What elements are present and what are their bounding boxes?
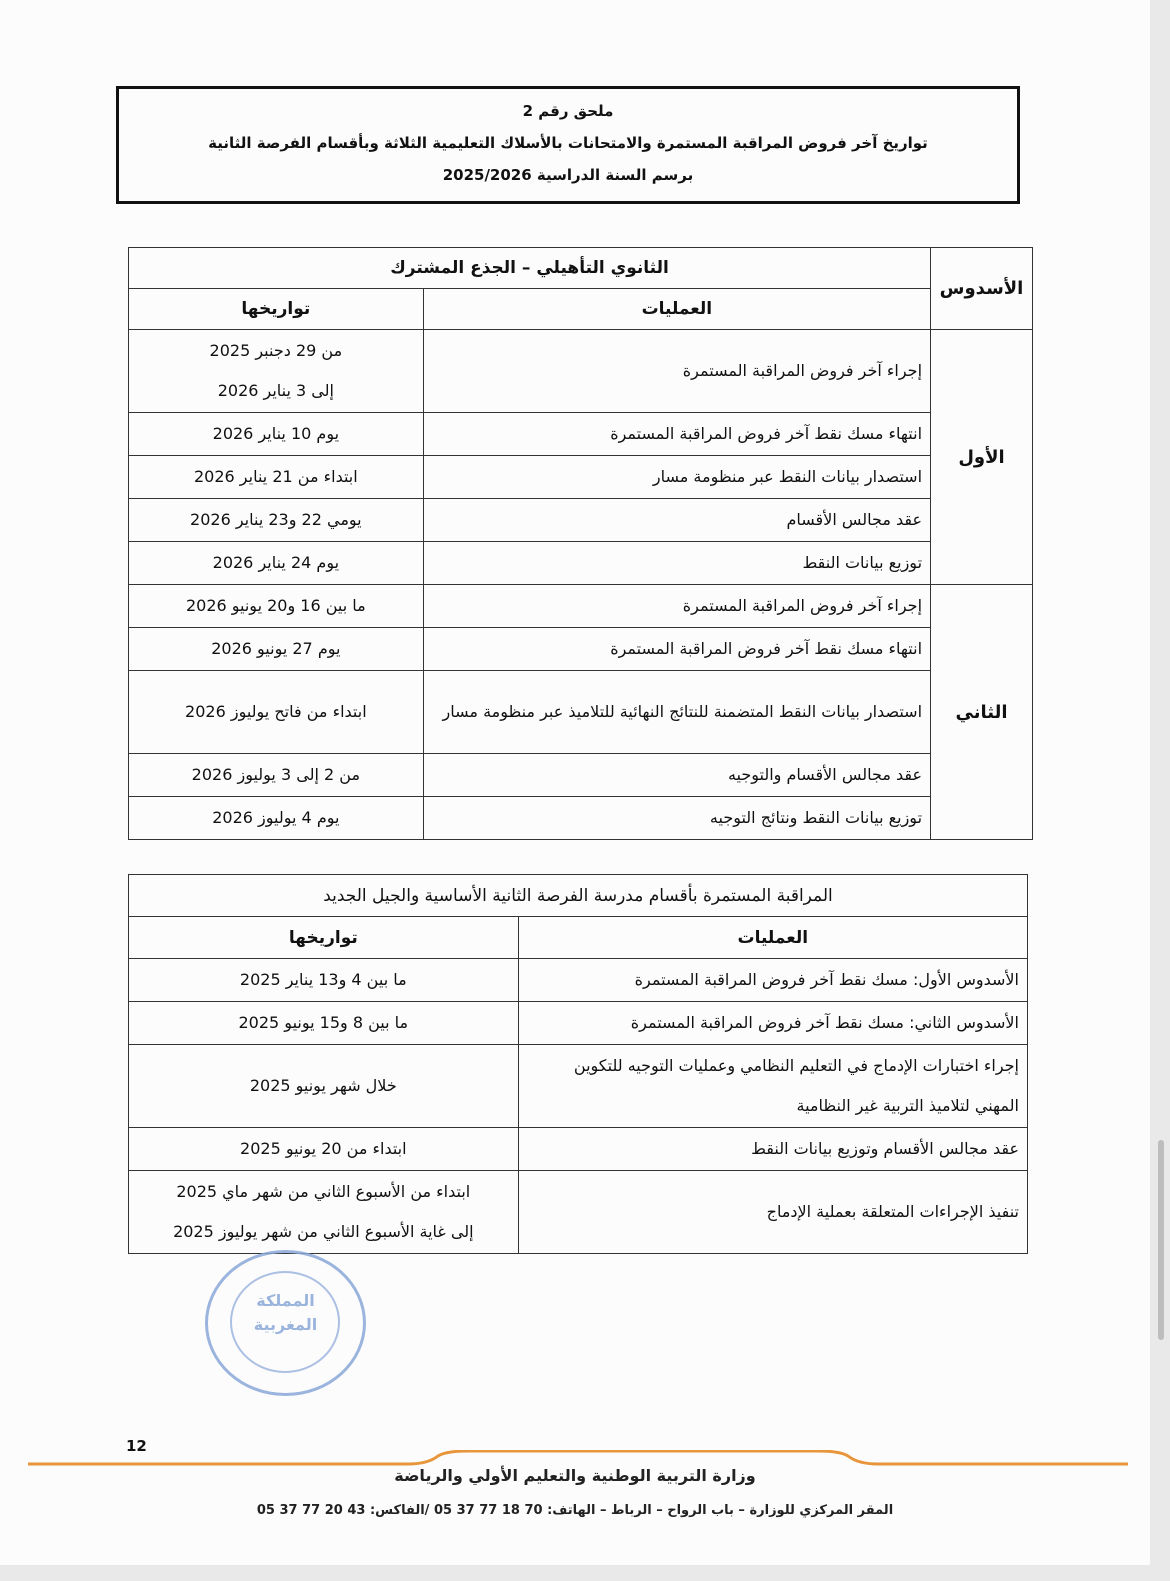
date-cell bbox=[129, 542, 424, 585]
table-title-row bbox=[129, 248, 1033, 289]
date-line: ابتداء من 21 يناير 2026 bbox=[193, 467, 358, 486]
date-line: إلى غاية الأسبوع الثاني من شهر يوليوز 2025 bbox=[173, 1222, 474, 1241]
operation-cell: الأسدوس الأول: مسك نقط آخر فروض المراقبة المستمرة bbox=[518, 959, 1027, 1002]
column-header-row bbox=[129, 917, 1028, 959]
date-line: من 2 إلى 3 يوليوز 2026 bbox=[191, 765, 361, 784]
school-year: برسم السنة الدراسية 2025/2026 bbox=[442, 166, 694, 184]
secondary-schedule-table bbox=[128, 247, 1033, 840]
operation-cell: عقد مجالس الأقسام والتوجيه bbox=[423, 754, 930, 797]
table-title: الثانوي التأهيلي – الجذع المشترك bbox=[129, 248, 931, 289]
operations-header: العمليات bbox=[423, 289, 930, 330]
page-number: 12 bbox=[126, 1437, 147, 1455]
date-line: يوم 10 يناير 2026 bbox=[212, 424, 340, 443]
dates-header: تواريخها bbox=[129, 289, 424, 330]
date-line: ابتداء من فاتح يوليوز 2026 bbox=[185, 702, 367, 721]
operations-header: العمليات bbox=[518, 917, 1027, 959]
table-row bbox=[129, 542, 1033, 585]
date-line: يومي 22 و23 يناير 2026 bbox=[190, 510, 362, 529]
table-row bbox=[129, 585, 1033, 628]
date-line: يوم 24 يناير 2026 bbox=[212, 553, 340, 572]
date-line: يوم 4 يوليوز 2026 bbox=[212, 808, 340, 827]
ministry-name: وزارة التربية الوطنية والتعليم الأولي والرياضة bbox=[394, 1466, 756, 1485]
date-line: ما بين 4 و13 يناير 2025 bbox=[239, 970, 407, 989]
annex-header-box bbox=[116, 86, 1020, 204]
stamp-text bbox=[208, 1289, 363, 1337]
operation-cell: انتهاء مسك نقط آخر فروض المراقبة المستمرة bbox=[423, 413, 930, 456]
operation-cell: الأسدوس الثاني: مسك نقط آخر فروض المراقبة المستمرة bbox=[518, 1002, 1027, 1045]
date-cell bbox=[129, 585, 424, 628]
operation-cell: توزيع بيانات النقط bbox=[423, 542, 930, 585]
table-row bbox=[129, 456, 1033, 499]
operation-cell: عقد مجالس الأقسام bbox=[423, 499, 930, 542]
date-cell bbox=[129, 413, 424, 456]
official-stamp bbox=[205, 1250, 366, 1396]
table-row bbox=[129, 797, 1033, 840]
stamp-line-1: المملكة bbox=[256, 1291, 315, 1310]
table-row bbox=[129, 628, 1033, 671]
second-chance-schedule-table bbox=[128, 874, 1028, 1254]
semester-label: الأول bbox=[931, 330, 1033, 585]
stamp-line-2: المغربية bbox=[253, 1315, 318, 1334]
table-row bbox=[129, 413, 1033, 456]
operation-cell: إجراء اختبارات الإدماج في التعليم النظامي وعمليات التوجيه للتكوين المهني لتلاميذ التربية غير النظامية bbox=[518, 1045, 1027, 1128]
date-line: ما بين 16 و20 يونيو 2026 bbox=[185, 596, 366, 615]
operation-cell: استصدار بيانات النقط عبر منظومة مسار bbox=[423, 456, 930, 499]
operation-cell: إجراء آخر فروض المراقبة المستمرة bbox=[423, 585, 930, 628]
column-header-row bbox=[129, 289, 1033, 330]
date-cell bbox=[129, 330, 424, 413]
vertical-scrollbar[interactable] bbox=[1158, 1140, 1164, 1340]
table-row bbox=[129, 1002, 1028, 1045]
date-line: يوم 27 يونيو 2026 bbox=[211, 639, 341, 658]
date-line: ابتداء من الأسبوع الثاني من شهر ماي 2025 bbox=[176, 1182, 471, 1201]
date-cell bbox=[129, 628, 424, 671]
semester-column-header: الأسدوس bbox=[931, 248, 1033, 330]
table-title-row bbox=[129, 875, 1028, 917]
annex-number: ملحق رقم 2 bbox=[522, 102, 614, 120]
table-row bbox=[129, 671, 1033, 754]
table-row bbox=[129, 1045, 1028, 1128]
date-cell bbox=[129, 456, 424, 499]
dates-header: تواريخها bbox=[129, 917, 519, 959]
table-row bbox=[129, 959, 1028, 1002]
date-cell bbox=[129, 671, 424, 754]
operation-cell: إجراء آخر فروض المراقبة المستمرة bbox=[423, 330, 930, 413]
date-cell bbox=[129, 1171, 519, 1254]
table-row bbox=[129, 499, 1033, 542]
ministry-address: المقر المركزي للوزارة – باب الرواح – الرباط – الهاتف: 70 18 77 37 05 /الفاكس: 43 20 77 37 05 bbox=[256, 1503, 894, 1518]
operation-cell: تنفيذ الإجراءات المتعلقة بعملية الإدماج bbox=[518, 1171, 1027, 1254]
operation-cell: عقد مجالس الأقسام وتوزيع بيانات النقط bbox=[518, 1128, 1027, 1171]
date-cell bbox=[129, 1128, 519, 1171]
table-row bbox=[129, 1171, 1028, 1254]
date-line: من 29 دجنبر 2025 bbox=[209, 341, 343, 360]
operation-cell: توزيع بيانات النقط ونتائج التوجيه bbox=[423, 797, 930, 840]
date-cell bbox=[129, 499, 424, 542]
table-row bbox=[129, 754, 1033, 797]
date-cell bbox=[129, 797, 424, 840]
date-cell bbox=[129, 959, 519, 1002]
date-line: خلال شهر يونيو 2025 bbox=[249, 1076, 397, 1095]
date-cell bbox=[129, 1045, 519, 1128]
table-row bbox=[129, 330, 1033, 413]
date-cell bbox=[129, 1002, 519, 1045]
operation-cell: انتهاء مسك نقط آخر فروض المراقبة المستمرة bbox=[423, 628, 930, 671]
table-row bbox=[129, 1128, 1028, 1171]
date-line: إلى 3 يناير 2026 bbox=[217, 381, 334, 400]
date-cell bbox=[129, 754, 424, 797]
date-line: ابتداء من 20 يونيو 2025 bbox=[240, 1139, 407, 1158]
annex-title: تواريخ آخر فروض المراقبة المستمرة والامتحانات بالأسلاك التعليمية الثلاثة وبأقسام الفرصة الثانية bbox=[208, 134, 928, 152]
operation-cell: استصدار بيانات النقط المتضمنة للنتائج النهائية للتلاميذ عبر منظومة مسار bbox=[423, 671, 930, 754]
semester-label: الثاني bbox=[931, 585, 1033, 840]
table-title: المراقبة المستمرة بأقسام مدرسة الفرصة الثانية الأساسية والجيل الجديد bbox=[129, 875, 1028, 917]
date-line: ما بين 8 و15 يونيو 2025 bbox=[238, 1013, 409, 1032]
